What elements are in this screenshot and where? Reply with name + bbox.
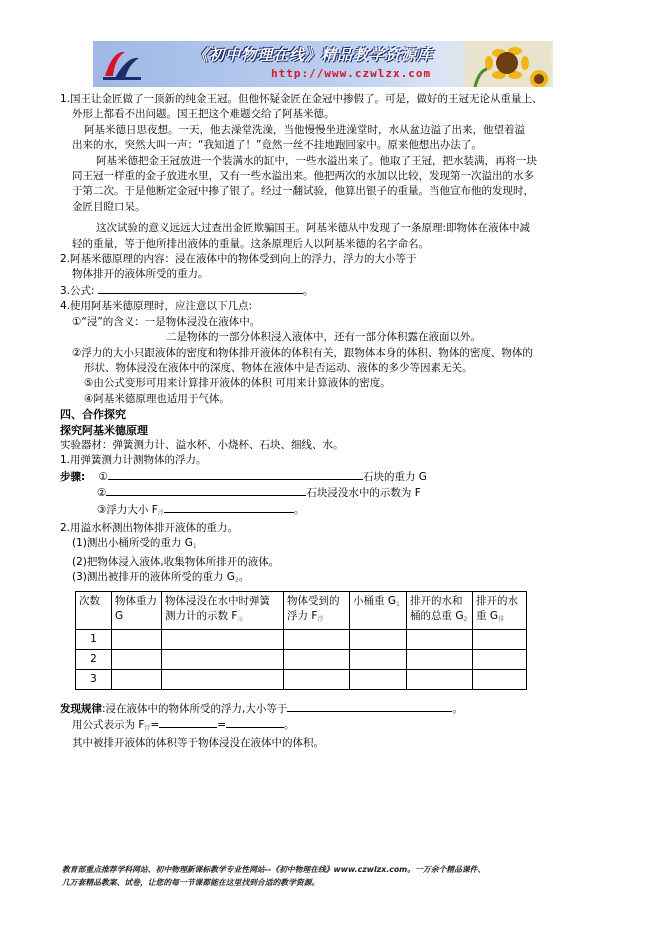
finding-blank[interactable] [287,701,452,712]
section-heading: 四、合作探究 [60,408,126,422]
worksheet-content [60,92,600,752]
formula-blank-1[interactable] [159,717,217,728]
note-line: ⑤由公式变形可用来计算排开液体的体积 可用来计算液体的密度。 [84,377,391,390]
formula-blank[interactable] [98,283,303,294]
table-header: 物体重力 G [112,591,162,629]
sub-step: (2)把物体浸入液体,收集物体所排开的液体。 [72,555,280,568]
banner-url[interactable]: http://www.czwlzx.com [271,67,432,80]
formula-blank-2[interactable] [226,717,284,728]
step-line: ③浮力大小 $F_浮$ 。 [97,503,305,517]
story-line: 同王冠一样重的金子放进水里，又有一些水溢出来。他把两次的水加以比较，发现第一次溢出的水多 [72,170,534,183]
notes-title: 4.使用阿基米德原理时，应注意以下几点: [60,300,253,313]
note-line: ①“浸”的含义：一是物体浸没在液体中。 [72,315,261,328]
formula-line: 3.公式: 。 [60,284,314,297]
finding-line: 发现规律:浸在液体中的物体所受的浮力,大小等于 。 [60,702,463,715]
note-line: 形状、物体浸没在液体中的深度、物体在液体中是否运动、液体的多少等因素无关。 [84,361,473,374]
story-line: 1.国王让金匠做了一顶新的纯金王冠。但他怀疑金匠在金冠中掺假了。可是，做好的王冠无论从重量上、 [60,93,543,105]
principle-line: 物体排开的液体所受的重力。 [72,268,209,281]
formula-label: 3.公式: [60,284,95,297]
story-line: 阿基米德日思夜想。一天，他去澡堂洗澡，当他慢慢坐进澡堂时，水从盆边溢了出来，他望着溢 [84,123,525,136]
table-header: 物体受到的浮力 $F_浮$ [284,591,350,629]
finding-note: 其中被排开液体的体积等于物体浸没在液体中的体积。 [72,737,324,750]
note-line: ④阿基米德原理也适用于气体。 [84,392,230,405]
story-line: 外形上都看不出问题。国王把这个难题交给了阿基米德。 [72,108,335,121]
sub-step: (3)测出被排开的液体所受的重力 $G_2$。 [72,571,250,585]
story-line: 这次试验的意义远远大过查出金匠欺骗国王。阿基米德从中发现了一条原理:即物体在液体中减 [96,222,531,235]
table-row: 3 [76,669,527,689]
story-line: 出来的水，突然大叫一声：“我知道了！”竟然一丝不挂地跑回家中。原来他想出办法了。 [72,139,482,152]
footer-line: 教育部重点推荐学科网站、初中物理新课标教学专业性网站--《初中物理在线》www.czwlzx.com。一万余个精品课件、 [62,865,486,874]
table-header: 物体浸没在水中时弹簧测力计的示数 $F_示$ [162,591,284,629]
step-line: 步骤: ① 石块的重力 G [60,470,427,483]
step-line: ② 石块浸没水中的示数为 F [97,487,421,500]
formula-line: 用公式表示为 $F_浮=$ = 。 [72,719,295,732]
table-row: 1 [76,629,527,649]
note-line: 二是物体的一部分体积浸入液体中，还有一部分体积露在液面以外。 [166,331,481,344]
step2-title: 2.用溢水杯测出物体排开液体的重力。 [60,521,239,534]
table-header: 小桶重 $G_1$ [350,591,407,629]
site-logo-icon [101,46,143,82]
step-b-blank[interactable] [106,485,306,496]
header-banner [93,41,553,87]
section-subheading: 探究阿基米德原理 [60,423,148,437]
story-line: 金匠目瞪口呆。 [72,200,146,213]
table-header: 次数 [76,591,112,629]
sunflower-icon [465,41,551,87]
table-header: 排开的水重 $G_排$ [473,591,527,629]
page-footer [62,864,602,889]
step-a-blank[interactable] [108,469,363,480]
data-table [75,591,527,690]
note-line: ②浮力的大小只跟液体的密度和物体排开液体的体积有关，跟物体本身的体积、物体的密度、物体的 [72,346,533,359]
story-line: 阿基米德把金王冠放进一个装满水的缸中，一些水溢出来了。他取了王冠，把水装满，再将一块 [96,154,537,167]
banner-title: 《初中物理在线》精品教学资源库 [193,46,434,64]
table-row: 2 [76,649,527,669]
finding-label: 发现规律 [60,702,102,715]
story-line: 轻的重量，等于他所排出液体的重量。这条原理后人以阿基米德的名字命名。 [72,237,429,250]
step-c-blank[interactable] [164,502,294,513]
equipment-line: 实验器材：弹簧测力计、溢水杯、小烧杯、石块、细线、水。 [60,438,344,451]
story-line: 于第二次。于是他断定金冠中掺了银了。经过一翻试验，他算出银子的重量。当他宣布他的发现时， [72,185,534,198]
principle-line: 2.阿基米德原理的内容：浸在液体中的物体受到向上的浮力，浮力的大小等于 [60,253,417,266]
sub-step: (1)测出小桶所受的重力 $G_1$ [72,537,197,551]
table-header: 排开的水和桶的总重 $G_2$ [407,591,473,629]
footer-line: 几万套精品教案、试卷，让您的每一节课都能在这里找到合适的教学资源。 [62,877,320,887]
steps-label: 步骤: [60,470,86,483]
step1-title: 1.用弹簧测力计测物体的浮力。 [60,454,207,467]
